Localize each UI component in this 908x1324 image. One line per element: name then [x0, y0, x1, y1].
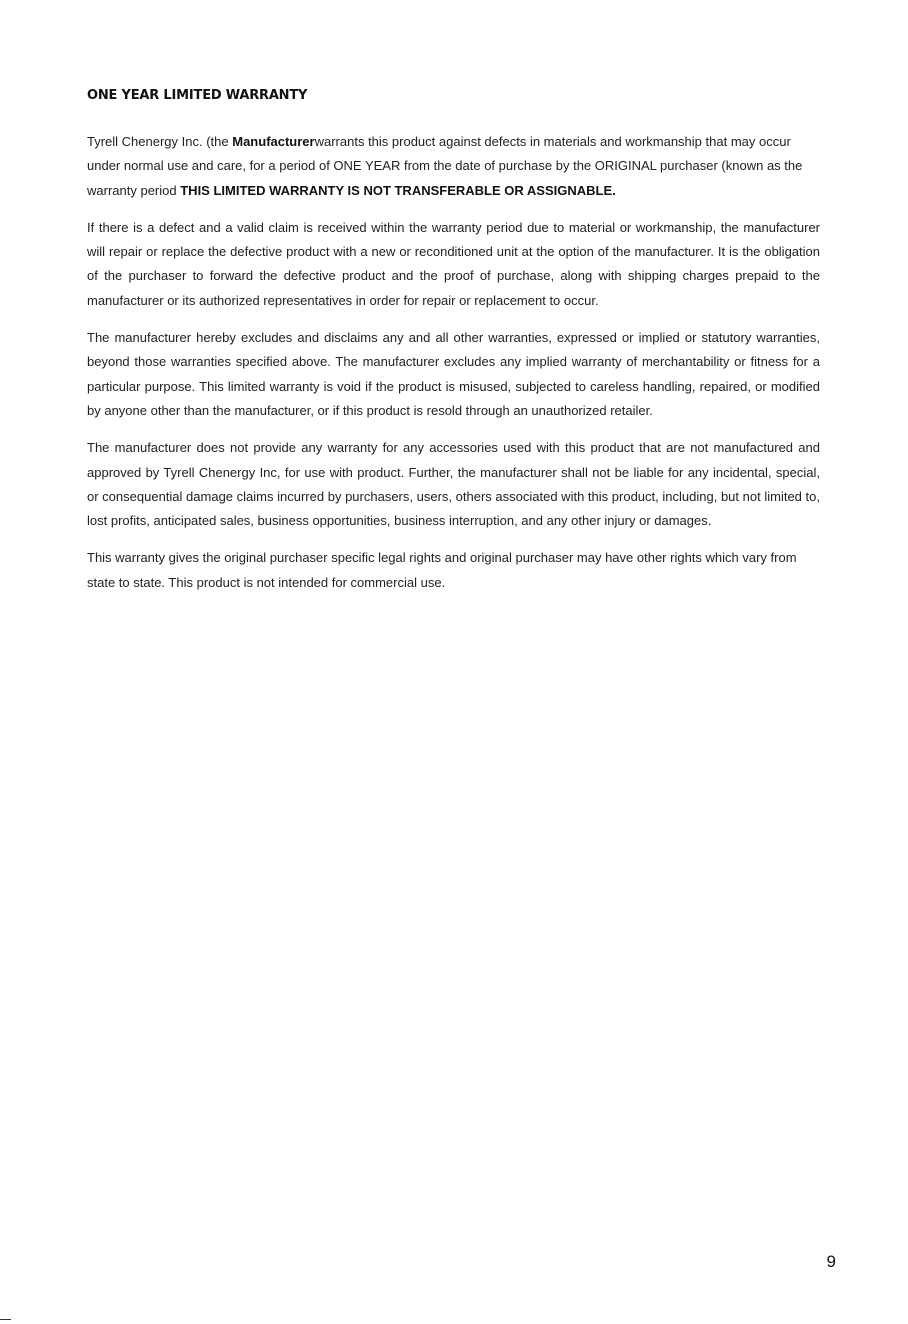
legal-rights-paragraph: This warranty gives the original purchaser specific legal rights and original purchaser may have other rights which vary from state to state. This product is not intended for commercial use.	[87, 550, 797, 590]
manufacturer-term: Manufacturer	[232, 134, 315, 149]
non-transferable-notice: THIS LIMITED WARRANTY IS NOT TRANSFERABLE OR ASSIGNABLE.	[180, 182, 616, 198]
intro-text-middle: warrants this product against defects in materials and workmanship that may occur under normal use and care, for a period of ONE YEAR from the date of purchase by the ORIGINAL purchaser (known as the warranty period	[87, 134, 803, 198]
warranty-content	[87, 86, 820, 608]
intro-text-start: Tyrell Chenergy Inc. (the	[87, 134, 229, 149]
accessories-liability-paragraph: The manufacturer does not provide any warranty for any accessories used with this product that are not manufactured and approved by Tyrell Chenergy Inc, for use with product. Further, the manufacturer shall not be liable for any incidental, special, or consequential damage claims incurred by purchasers, users, others associated with this product, including, but not limited to, lost profits, anticipated sales, business opportunities, business interruption, and any other injury or damages.	[87, 440, 820, 529]
page-number: 9	[826, 1252, 836, 1271]
warranty-heading: ONE YEAR LIMITED WARRANTY	[87, 88, 308, 103]
corner-mark	[0, 1319, 11, 1320]
disclaimer-paragraph: The manufacturer hereby excludes and disclaims any and all other warranties, expressed or implied or statutory warranties, beyond those warranties specified above. The manufacturer excludes any implied warranty of merchantability or fitness for a particular purpose. This limited warranty is void if the product is misused, subjected to careless handling, repaired, or modified by anyone other than the manufacturer, or if this product is resold through an unauthorized retailer.	[87, 330, 820, 418]
defect-claim-paragraph: If there is a defect and a valid claim is received within the warranty period due to material or workmanship, the manufacturer will repair or replace the defective product with a new or reconditioned unit at the option of the manufacturer. It is the obligation of the purchaser to forward the defective product and the proof of purchase, along with shipping charges prepaid to the manufacturer or its authorized representatives in order for repair or replacement to occur.	[87, 219, 820, 308]
warranty-intro-paragraph	[87, 130, 820, 203]
